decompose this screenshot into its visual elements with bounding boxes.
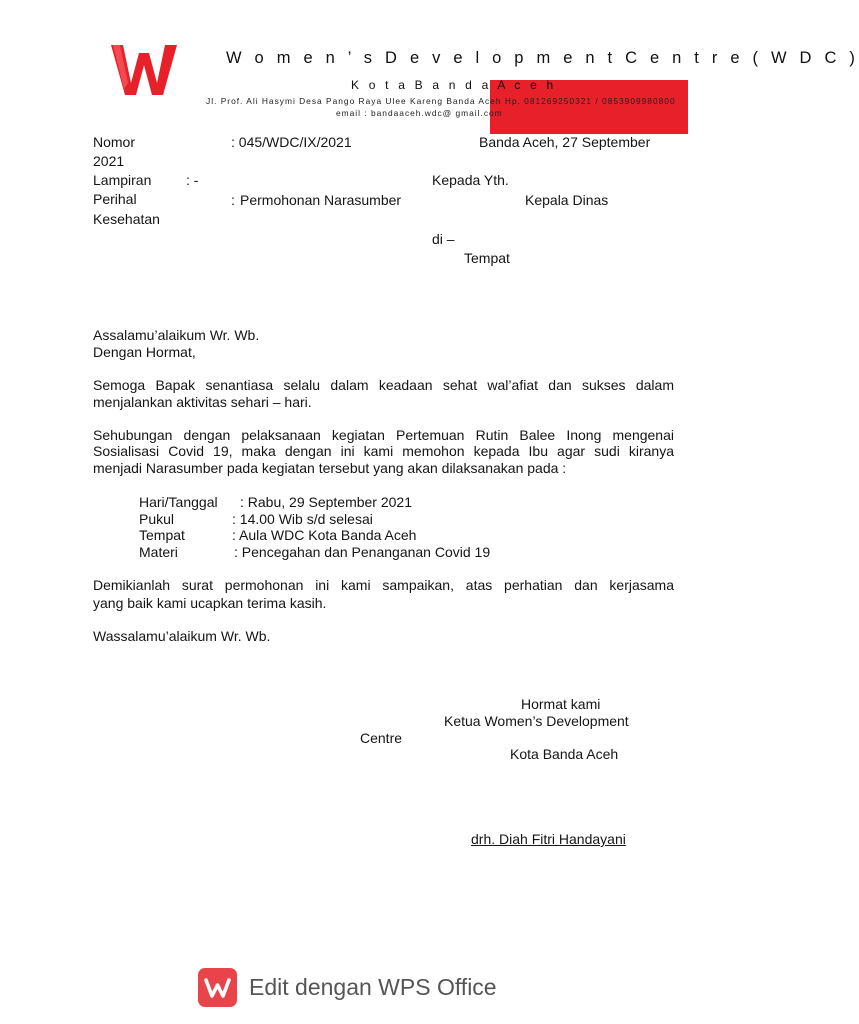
nomor-label: Nomor	[93, 134, 136, 150]
lampiran-label: Lampiran	[93, 172, 152, 188]
wps-w-icon	[198, 968, 237, 1007]
paragraph-2-line-3: menjadi Narasumber pada kegiatan tersebut yang akan dilaksanakan pada :	[93, 460, 567, 476]
schedule-value: : Rabu, 29 September 2021	[240, 494, 413, 510]
organization-name: W o m e n ’ s D e v e l o p m e n t C e n t r e ( W D C )	[226, 49, 859, 67]
salutation: Dengan Hormat,	[93, 344, 196, 360]
schedule-label: Pukul	[139, 511, 175, 527]
perihal-colon: :	[231, 192, 235, 208]
recipient: Kepala Dinas	[525, 192, 609, 208]
schedule-value: : Aula WDC Kota Banda Aceh	[232, 527, 417, 543]
wdc-logo	[110, 43, 178, 97]
recipient-place: Tempat	[464, 250, 510, 266]
wps-office-logo[interactable]	[198, 968, 237, 1007]
kepada-yth: Kepada Yth.	[432, 172, 509, 188]
perihal-value: Permohonan Narasumber	[240, 192, 402, 208]
paragraph-1-line-1: Semoga Bapak senantiasa selalu dalam keadaan sehat wal’afiat dan sukses dalam	[93, 377, 674, 393]
email-line: email : bandaaceh.wdc@ gmail.com	[336, 108, 503, 118]
recipient-di: di –	[432, 231, 455, 247]
letter-date-year: 2021	[93, 153, 125, 169]
schedule-label: Materi	[139, 544, 178, 560]
closing-line-2: yang baik kami ucapkan terima kasih.	[93, 595, 327, 611]
address-line: Jl. Prof. Ali Hasymi Desa Pango Raya Ulee Kareng Banda Aceh Hp. 081269250321 / 0853909980800	[206, 96, 676, 106]
paragraph-2-line-2: Sosialisasi Covid 19, maka dengan ini kami memohon kepada Ibu agar sudi kiranya	[93, 443, 674, 459]
schedule-label: Hari/Tanggal	[139, 494, 218, 510]
paragraph-2-line-1: Sehubungan dengan pelaksanaan kegiatan Pertemuan Rutin Balee Inong mengenai	[93, 427, 674, 443]
city-name: K o t a B a n d a A c e h	[351, 78, 557, 92]
hormat-kami: Hormat kami	[521, 696, 601, 712]
signatory-title-cont: Centre	[360, 730, 403, 746]
schedule-value: : 14.00 Wib s/d selesai	[232, 511, 373, 527]
edit-with-wps-link[interactable]: Edit dengan WPS Office	[249, 974, 497, 1000]
perihal-label: Perihal	[93, 191, 137, 207]
letter-date: Banda Aceh, 27 September	[479, 134, 651, 150]
schedule-value: : Pencegahan dan Penanganan Covid 19	[234, 544, 491, 560]
lampiran-value: : -	[186, 172, 199, 188]
signatory-title: Ketua Women’s Development	[444, 713, 629, 729]
closing-line-1: Demikianlah surat permohonan ini kami sampaikan, atas perhatian dan kerjasama	[93, 577, 674, 593]
signatory-city: Kota Banda Aceh	[510, 746, 619, 762]
recipient-cont: Kesehatan	[93, 211, 160, 227]
nomor-value: : 045/WDC/IX/2021	[231, 134, 352, 150]
closing-greeting: Wassalamu’alaikum Wr. Wb.	[93, 628, 271, 644]
signatory-name: drh. Diah Fitri Handayani	[471, 831, 626, 847]
schedule-label: Tempat	[139, 527, 185, 543]
opening-greeting: Assalamu’alaikum Wr. Wb.	[93, 327, 260, 343]
paragraph-1-line-2: menjalankan aktivitas sehari – hari.	[93, 394, 312, 410]
